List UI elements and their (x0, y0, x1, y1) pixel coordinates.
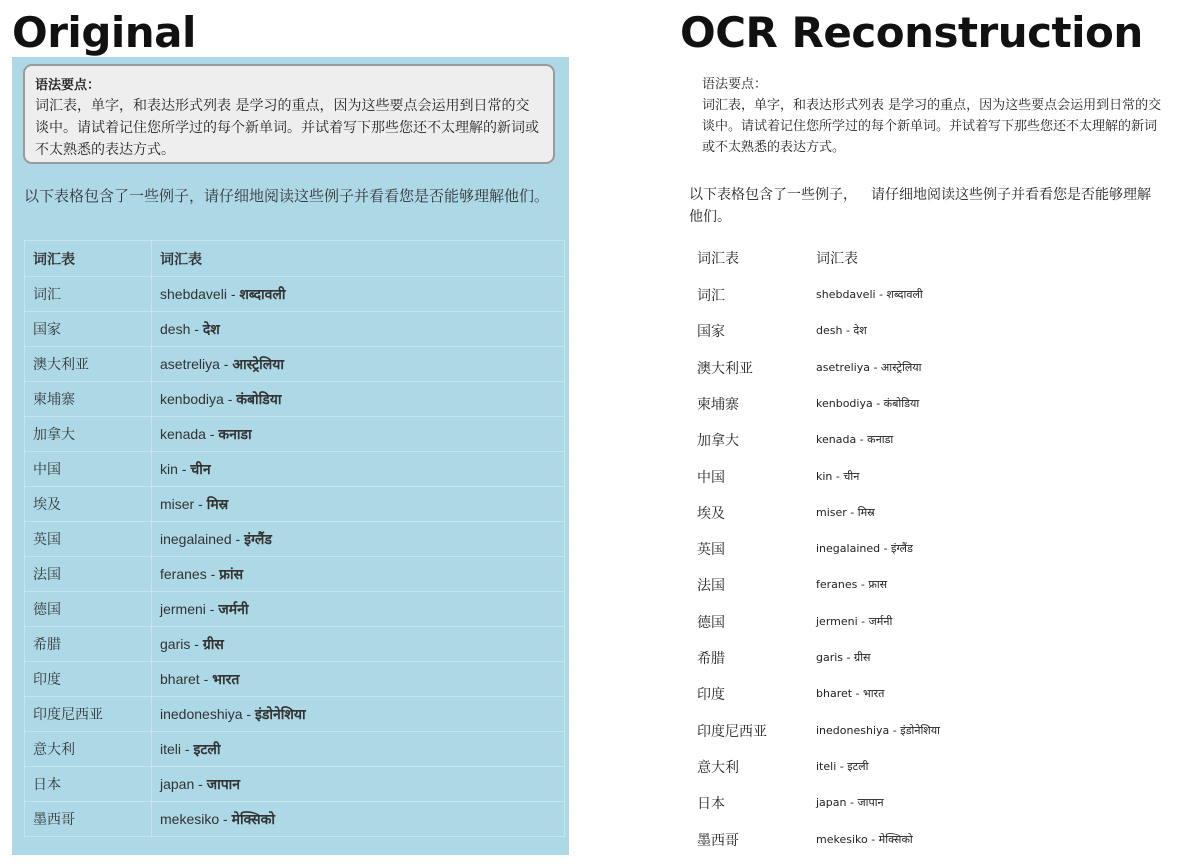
table-row (25, 697, 565, 732)
recon-nepali-word: mekesiko - मेक्सिको (816, 832, 913, 846)
devanagari-word: इटली (193, 740, 221, 757)
original-panel-title: Original (12, 8, 196, 57)
chinese-word-cell: 印度 (25, 662, 152, 697)
table-row (25, 417, 565, 452)
recon-nepali-word: inegalained - इंग्लैंड (816, 542, 913, 556)
chinese-word-cell: 墨西哥 (25, 802, 152, 837)
recon-note-line: 谈中。请试着记住您所学过的每个新单词。并试着写下那些您还不太理解的新词 (702, 119, 1158, 134)
devanagari-word: इंडोनेशिया (254, 705, 306, 722)
recon-table-row (680, 784, 1190, 820)
devanagari-word: आस्ट्रेलिया (232, 355, 285, 372)
table-row (25, 767, 565, 802)
intro-text: 以下表格包含了一些例子，请仔细地阅读这些例子并看看您是否能够理解他们。 (24, 187, 550, 205)
recon-nepali-word: japan - जापान (816, 796, 884, 810)
recon-chinese-word: 印度 (697, 687, 725, 704)
recon-table-row (680, 421, 1190, 457)
recon-table-row (680, 821, 1190, 856)
recon-chinese-word: 意大利 (697, 759, 739, 776)
nepali-word-cell: iteli - इटली (152, 732, 565, 767)
chinese-word-cell: 法国 (25, 557, 152, 592)
recon-chinese-word: 日本 (697, 796, 725, 813)
chinese-word-cell: 柬埔寨 (25, 382, 152, 417)
nepali-word-cell: desh - देश (152, 312, 565, 347)
recon-nepali-word: kin - चीन (816, 469, 860, 483)
chinese-word-cell: 国家 (25, 312, 152, 347)
chinese-word-cell: 印度尼西亚 (25, 697, 152, 732)
romanized-word: iteli (160, 740, 182, 757)
table-row (25, 627, 565, 662)
table-row (25, 347, 565, 382)
recon-intro-line: 他们。 (689, 209, 731, 225)
devanagari-word: फ्रांस (219, 565, 244, 582)
grammar-note-heading: 语法要点： (35, 78, 101, 93)
devanagari-word: मेक्सिको (231, 810, 275, 827)
chinese-word-cell: 中国 (25, 452, 152, 487)
table-row (25, 277, 565, 312)
nepali-word-cell: miser - मिस्र (152, 487, 565, 522)
recon-nepali-word: asetreliya - आस्ट्रेलिया (816, 360, 922, 374)
chinese-word-cell: 英国 (25, 522, 152, 557)
devanagari-word: इंग्लैंड (244, 530, 272, 547)
recon-note-line: 或不太熟悉的表达方式。 (702, 140, 846, 155)
romanized-word: miser (160, 495, 195, 512)
recon-table-row (680, 675, 1190, 711)
recon-intro-part: 以下表格包含了一些例子， (689, 187, 857, 203)
header-cell-nepali: 词汇表 (152, 241, 565, 277)
recon-table-row (680, 312, 1190, 348)
recon-nepali-word: garis - ग्रीस (816, 651, 871, 664)
reconstruction-panel (680, 57, 1190, 855)
recon-nepali-word: kenbodiya - कंबोडिया (816, 396, 920, 410)
recon-header-nepali: 词汇表 (816, 251, 858, 267)
vocabulary-table (24, 240, 565, 837)
recon-chinese-word: 埃及 (697, 505, 725, 522)
recon-table-row (680, 494, 1190, 530)
recon-chinese-word: 中国 (697, 469, 725, 486)
recon-note-line: 词汇表，单字，和表达形式列表 是学习的重点，因为这些要点会运用到日常的交 (702, 98, 1162, 113)
recon-chinese-word: 澳大利亚 (697, 360, 753, 377)
recon-table-row (680, 530, 1190, 566)
devanagari-word: देश (202, 320, 220, 337)
devanagari-word: जर्मनी (218, 600, 249, 617)
recon-header-row (680, 239, 1190, 275)
romanized-word: japan (160, 775, 195, 792)
nepali-word-cell: bharet - भारत (152, 662, 565, 697)
recon-nepali-word: kenada - कनाडा (816, 433, 894, 447)
chinese-word-cell: 加拿大 (25, 417, 152, 452)
reconstruction-panel-title: OCR Reconstruction (680, 8, 1143, 57)
table-row (25, 382, 565, 417)
recon-nepali-word: iteli - इटली (816, 759, 869, 773)
romanized-word: feranes (160, 565, 207, 582)
recon-chinese-word: 墨西哥 (697, 832, 739, 849)
recon-intro-line (689, 184, 1189, 206)
recon-table-row (680, 639, 1190, 675)
table-row (25, 732, 565, 767)
recon-header-chinese: 词汇表 (697, 251, 739, 267)
chinese-word-cell: 日本 (25, 767, 152, 802)
recon-table-row (680, 458, 1190, 494)
recon-chinese-word: 柬埔寨 (697, 396, 739, 413)
header-cell-chinese: 词汇表 (25, 241, 152, 277)
devanagari-word: ग्रीस (202, 635, 224, 652)
recon-table-row (680, 748, 1190, 784)
recon-chinese-word: 德国 (697, 614, 725, 631)
recon-chinese-word: 词汇 (697, 288, 725, 304)
chinese-word-cell: 澳大利亚 (25, 347, 152, 382)
recon-intro-text (689, 184, 1189, 228)
recon-nepali-word: inedoneshiya - इंडोनेशिया (816, 723, 941, 737)
recon-grammar-note (702, 74, 1190, 158)
nepali-word-cell: jermeni - जर्मनी (152, 592, 565, 627)
nepali-word-cell: shebdaveli - शब्दावली (152, 277, 565, 312)
devanagari-word: कनाडा (218, 425, 252, 442)
romanized-word: inedoneshiya (160, 705, 243, 722)
table-row (25, 522, 565, 557)
nepali-word-cell: feranes - फ्रांस (152, 557, 565, 592)
grammar-note-box (23, 64, 555, 164)
recon-nepali-word: shebdaveli - शब्दावली (816, 288, 923, 301)
devanagari-word: कंबोडिया (236, 390, 282, 407)
chinese-word-cell: 意大利 (25, 732, 152, 767)
nepali-word-cell: inegalained - इंग्लैंड (152, 522, 565, 557)
romanized-word: inegalained (160, 530, 232, 547)
devanagari-word: शब्दावली (239, 285, 286, 302)
recon-chinese-word: 法国 (697, 578, 725, 595)
table-row (25, 452, 565, 487)
chinese-word-cell: 埃及 (25, 487, 152, 522)
recon-nepali-word: feranes - फ्रास (816, 578, 888, 592)
chinese-word-cell: 词汇 (25, 277, 152, 312)
nepali-word-cell: garis - ग्रीस (152, 627, 565, 662)
recon-chinese-word: 英国 (697, 542, 725, 559)
recon-table-row (680, 712, 1190, 748)
recon-note-line: 语法要点： (702, 77, 768, 92)
grammar-note-body: 词汇表，单字，和表达形式列表 是学习的重点，因为这些要点会运用到日常的交谈中。请试着记住您所学过的每个新单词。并试着写下那些您还不太理解的新词或不太熟悉的表达方式。 (35, 98, 539, 158)
romanized-word: desh (160, 320, 191, 337)
table-row (25, 487, 565, 522)
romanized-word: kin (160, 460, 178, 477)
devanagari-word: चीन (190, 460, 211, 477)
nepali-word-cell: mekesiko - मेक्सिको (152, 802, 565, 837)
recon-nepali-word: bharet - भारत (816, 687, 885, 701)
romanized-word: bharet (160, 670, 200, 687)
devanagari-word: भारत (212, 670, 240, 687)
recon-table-row (680, 603, 1190, 639)
romanized-word: shebdaveli (160, 285, 227, 302)
romanized-word: jermeni (160, 600, 206, 617)
romanized-word: asetreliya (160, 355, 220, 372)
table-row (25, 662, 565, 697)
chinese-word-cell: 希腊 (25, 627, 152, 662)
romanized-word: kenada (160, 425, 206, 442)
recon-table-row (680, 385, 1190, 421)
table-row (25, 592, 565, 627)
recon-table-row (680, 276, 1190, 312)
original-panel (12, 57, 569, 855)
recon-nepali-word: desh - देश (816, 324, 867, 338)
recon-chinese-word: 国家 (697, 324, 725, 341)
recon-chinese-word: 加拿大 (697, 433, 739, 450)
recon-chinese-word: 希腊 (697, 651, 725, 667)
nepali-word-cell: kenbodiya - कंबोडिया (152, 382, 565, 417)
table-row (25, 557, 565, 592)
recon-intro-part: 请仔细地阅读这些例子并看看您是否能够理解 (871, 187, 1151, 203)
romanized-word: kenbodiya (160, 390, 224, 407)
nepali-word-cell: asetreliya - आस्ट्रेलिया (152, 347, 565, 382)
recon-nepali-word: jermeni - जर्मनी (816, 614, 893, 628)
romanized-word: mekesiko (160, 810, 220, 827)
table-header-row (25, 241, 565, 277)
chinese-word-cell: 德国 (25, 592, 152, 627)
devanagari-word: मिस्र (206, 495, 229, 512)
romanized-word: garis (160, 635, 191, 652)
nepali-word-cell: japan - जापान (152, 767, 565, 802)
nepali-word-cell: inedoneshiya - इंडोनेशिया (152, 697, 565, 732)
devanagari-word: जापान (206, 775, 241, 792)
recon-nepali-word: miser - मिस्र (816, 505, 875, 519)
nepali-word-cell: kin - चीन (152, 452, 565, 487)
recon-table-row (680, 566, 1190, 602)
recon-table-row (680, 349, 1190, 385)
table-row (25, 802, 565, 837)
nepali-word-cell: kenada - कनाडा (152, 417, 565, 452)
recon-chinese-word: 印度尼西亚 (697, 723, 767, 740)
table-row (25, 312, 565, 347)
